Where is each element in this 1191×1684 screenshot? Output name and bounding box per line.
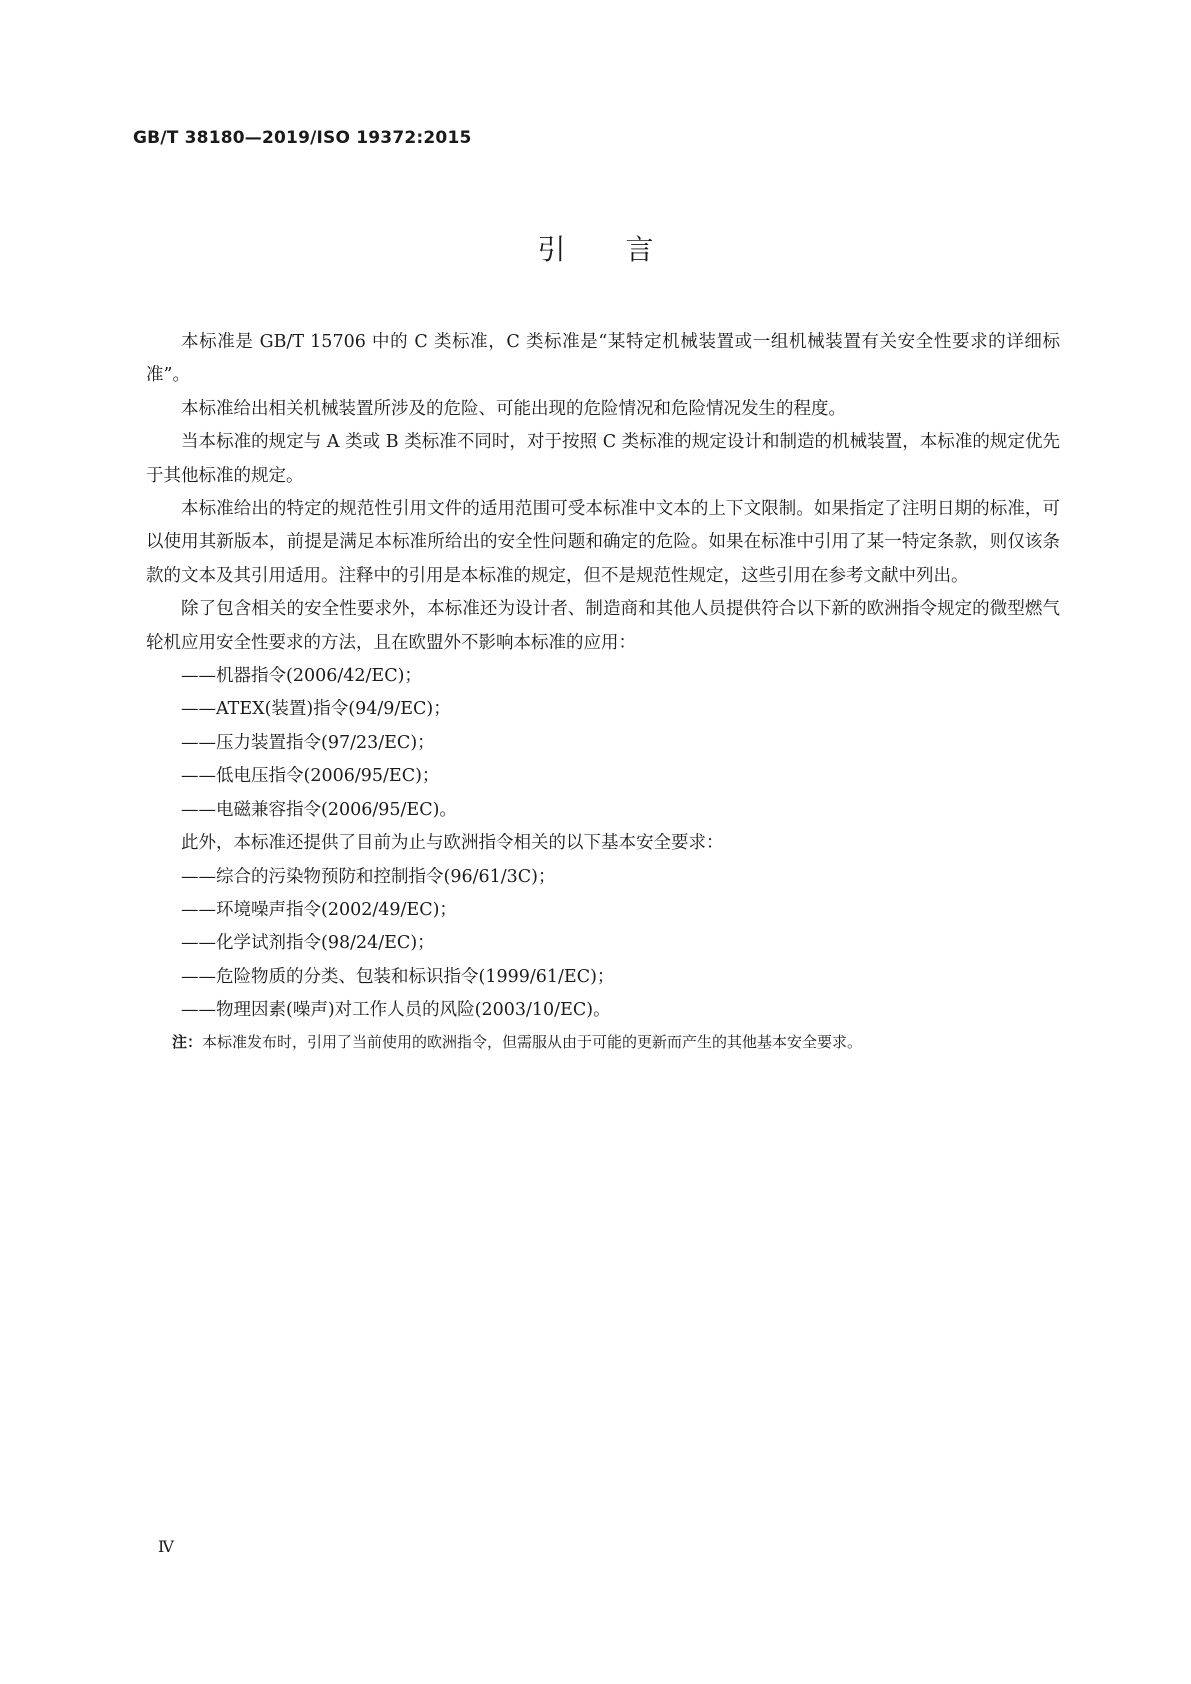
list-item: ——低电压指令(2006/95/EC)；: [181, 766, 440, 787]
document-code-header: [133, 128, 472, 148]
directive-list: [146, 660, 1060, 827]
document-code: GB/T 38180—2019/ISO 19372:2015: [133, 128, 472, 148]
note: [146, 1028, 1060, 1056]
paragraph-1: 本标准是 GB/T 15706 中的 C 类标准，C 类标准是“某特定机械装置或一组机械装置有关安全性要求的详细标准”。: [146, 332, 1060, 386]
paragraph-3: 当本标准的规定与 A 类或 B 类标准不同时，对于按照 C 类标准的规定设计和制造的机械装置，本标准的规定优先于其他标准的规定。: [146, 432, 1060, 486]
list-item: ——机器指令(2006/42/EC)；: [181, 666, 422, 687]
note-label: 注：: [172, 1032, 203, 1051]
list-item: ——危险物质的分类、包装和标识指令(1999/61/EC)；: [181, 966, 615, 987]
list-item: ——压力装置指令(97/23/EC)；: [181, 732, 435, 753]
document-body: [146, 326, 1060, 1056]
paragraph-2: 本标准给出相关机械装置所涉及的危险、可能出现的危险情况和危险情况发生的程度。: [181, 398, 846, 419]
paragraph-5: 除了包含相关的安全性要求外，本标准还为设计者、制造商和其他人员提供符合以下新的欧洲指令规定的微型燃气轮机应用安全性要求的方法，且在欧盟外不影响本标准的应用：: [146, 599, 1060, 653]
list-item: ——综合的污染物预防和控制指令(96/61/3C)；: [181, 866, 556, 887]
paragraph-6: 此外，本标准还提供了目前为止与欧洲指令相关的以下基本安全要求：: [181, 833, 724, 854]
page-number: Ⅳ: [158, 1537, 174, 1556]
list-item: ——环境噪声指令(2002/49/EC)；: [181, 899, 457, 920]
paragraph-4: 本标准给出的特定的规范性引用文件的适用范围可受本标准中文本的上下文限制。如果指定了注明日期的标准，可以使用其新版本，前提是满足本标准所给出的安全性问题和确定的危险。如果在标准中引用了某一特定条款，则仅该条款的文本及其引用适用。注释中的引用是本标准的规定，但不是规范性规定，这些引用在参考文献中列出。: [146, 499, 1060, 586]
list-item: ——电磁兼容指令(2006/95/EC)。: [181, 799, 457, 820]
list-item: ——物理因素(噪声)对工作人员的风险(2003/10/EC)。: [181, 1000, 611, 1021]
section-title: 引言: [537, 233, 714, 266]
list-item: ——化学试剂指令(98/24/EC)；: [181, 933, 435, 954]
note-text: 本标准发布时，引用了当前使用的欧洲指令，但需服从由于可能的更新而产生的其他基本安全要求。: [202, 1032, 863, 1051]
list-item: ——ATEX(装置)指令(94/9/EC)；: [181, 699, 451, 720]
basic-safety-list: [146, 861, 1060, 1028]
